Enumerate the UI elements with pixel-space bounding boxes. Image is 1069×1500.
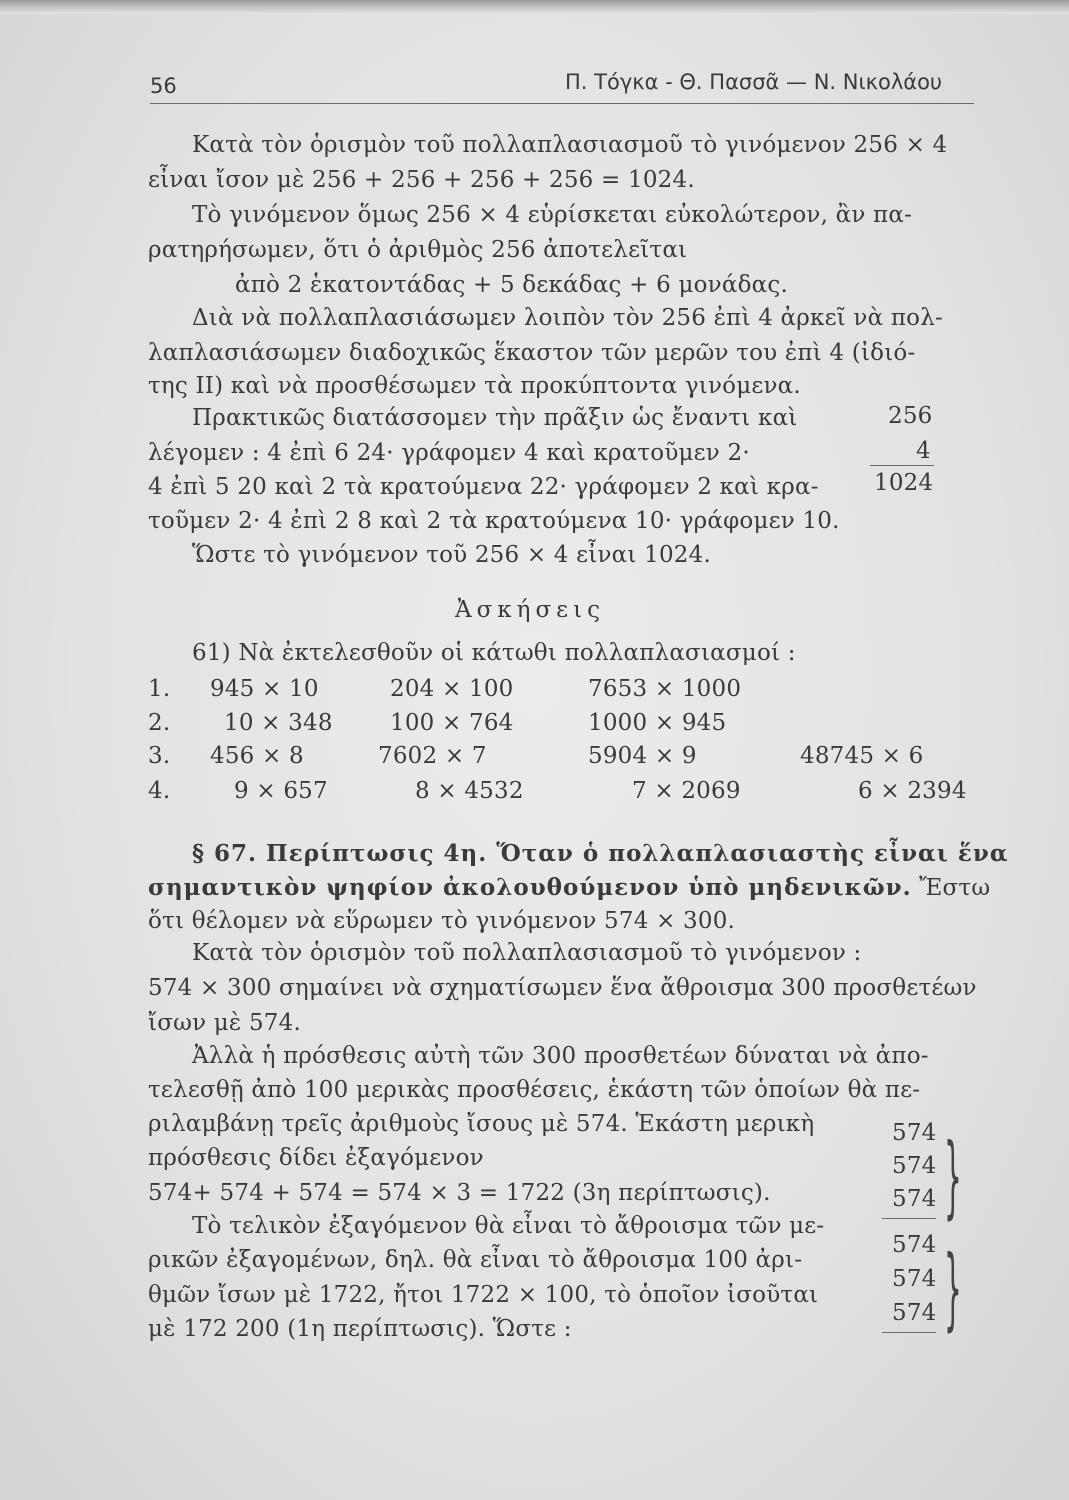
- text-line: θμῶν ἴσων μὲ 1722, ἤτοι 1722 × 100, τὸ ὁποῖον ἰσοῦται: [148, 1282, 819, 1308]
- page-number: 56: [150, 74, 177, 98]
- exercise-cell: 456 × 8: [210, 743, 304, 769]
- addend: 574: [892, 1153, 937, 1179]
- text-line: της ΙΙ) καὶ νὰ προσθέσωμεν τὰ προκύπτοντα γινόμενα.: [148, 373, 801, 399]
- text-line: ἴσων μὲ 574.: [148, 1010, 301, 1036]
- brace-icon: }: [944, 1124, 962, 1230]
- text-line: Ἀλλὰ ἡ πρόσθεσις αὐτὴ τῶν 300 προσθετέων δύναται νὰ ἀπο-: [192, 1043, 929, 1069]
- text-line: τοῦμεν 2· 4 ἐπὶ 2 8 καὶ 2 τὰ κρατούμενα 10· γράφομεν 10.: [148, 508, 840, 534]
- text-line: λέγομεν : 4 ἐπὶ 6 24· γράφομεν 4 καὶ κρατοῦμεν 2·: [148, 440, 750, 466]
- sum-rule: [882, 1218, 936, 1219]
- text-line: 574+ 574 + 574 = 574 × 3 = 1722 (3η περίπτωσις).: [148, 1180, 771, 1206]
- text-line: μὲ 172 200 (1η περίπτωσις). Ὥστε :: [148, 1316, 572, 1342]
- exercise-cell: 6 × 2394: [858, 778, 967, 804]
- exercise-cell: 9 × 657: [234, 778, 328, 804]
- exercise-cell: 1000 × 945: [588, 710, 727, 736]
- calc-result: 1024: [874, 470, 934, 496]
- exercise-cell: 7653 × 1000: [588, 676, 742, 702]
- addend: 574: [892, 1120, 937, 1146]
- exercise-cell: 7602 × 7: [378, 743, 487, 769]
- exercise-row-num: 4.: [148, 778, 171, 804]
- exercise-cell: 48745 × 6: [800, 743, 924, 769]
- addend: 574: [892, 1300, 937, 1326]
- section-heading-line2: [148, 874, 990, 901]
- text-line: ρατηρήσωμεν, ὅτι ὁ ἀριθμὸς 256 ἀποτελεῖται: [148, 237, 688, 263]
- section-heading-bold: § 67. Περίπτωσις 4η. Ὅταν ὁ πολλαπλασιαστὴς εἶναι ἕνα: [192, 840, 1009, 867]
- text-line: εἶναι ἴσον μὲ 256 + 256 + 256 + 256 = 1024.: [148, 167, 695, 193]
- text-line: Διὰ νὰ πολλαπλασιάσωμεν λοιπὸν τὸν 256 ἐπὶ 4 ἀρκεῖ νὰ πολ-: [192, 305, 943, 331]
- calc-multiplicand: 256: [888, 403, 933, 429]
- exercise-cell: 945 × 10: [210, 676, 319, 702]
- exercise-row-num: 3.: [148, 743, 171, 769]
- section-heading-tail: Ἔστω: [911, 875, 991, 901]
- text-line: λαπλασιάσωμεν διαδοχικῶς ἕκαστον τῶν μερῶν του ἐπὶ 4 (ἰδιό-: [148, 340, 916, 366]
- calc-rule: [870, 465, 934, 466]
- addend: 574: [892, 1186, 937, 1212]
- text-line: πρόσθεσις δίδει ἐξαγόμενον: [148, 1145, 484, 1171]
- exercise-intro: 61) Νὰ ἐκτελεσθοῦν οἱ κάτωθι πολλαπλασιασμοί :: [192, 640, 796, 666]
- exercise-cell: 100 × 764: [390, 710, 514, 736]
- section-heading: [192, 840, 1009, 867]
- exercise-row-num: 1.: [148, 676, 171, 702]
- section-heading-bold: σημαντικὸν ψηφίον ἀκολουθούμενον ὑπὸ μηδενικῶν.: [148, 874, 912, 901]
- text-line: Τὸ γινόμενον ὅμως 256 × 4 εὑρίσκεται εὐκολώτερον, ἂν πα-: [192, 202, 913, 228]
- exercise-cell: 10 × 348: [224, 710, 333, 736]
- sum-rule: [882, 1332, 936, 1333]
- running-header: Π. Τόγκα - Θ. Πασσᾶ — Ν. Νικολάου: [565, 70, 943, 94]
- text-line: Κατὰ τὸν ὁρισμὸν τοῦ πολλαπλασιασμοῦ τὸ γινόμενον :: [192, 940, 862, 966]
- exercise-cell: 7 × 2069: [632, 778, 741, 804]
- text-line: Ὥστε τὸ γινόμενον τοῦ 256 × 4 εἶναι 1024.: [192, 542, 711, 568]
- text-line: ρικῶν ἐξαγομένων, δηλ. θὰ εἶναι τὸ ἄθροισμα 100 ἀρι-: [148, 1247, 803, 1273]
- addend: 574: [892, 1232, 937, 1258]
- exercise-cell: 8 × 4532: [415, 778, 524, 804]
- text-line: ριλαμβάνῃ τρεῖς ἀριθμοὺς ἴσους μὲ 574. Ἑκάστη μερικὴ: [148, 1111, 815, 1137]
- text-line: Πρακτικῶς διατάσσομεν τὴν πρᾶξιν ὡς ἔναντι καὶ: [192, 405, 798, 431]
- text-line: Τὸ τελικὸν ἐξαγόμενον θὰ εἶναι τὸ ἄθροισμα τῶν με-: [192, 1213, 825, 1239]
- page-top-edge: [0, 0, 1069, 14]
- brace-icon: }: [944, 1236, 962, 1342]
- text-line: 574 × 300 σημαίνει νὰ σχηματίσωμεν ἕνα ἄθροισμα 300 προσθετέων: [148, 975, 977, 1001]
- addend: 574: [892, 1266, 937, 1292]
- exercise-cell: 5904 × 9: [588, 743, 697, 769]
- text-line: τελεσθῇ ἀπὸ 100 μερικὰς προσθέσεις, ἑκάστη τῶν ὁποίων θὰ πε-: [148, 1077, 921, 1103]
- text-line: Κατὰ τὸν ὁρισμὸν τοῦ πολλαπλασιασμοῦ τὸ γινόμενον 256 × 4: [192, 132, 948, 158]
- text-line: ὅτι θέλομεν νὰ εὕρωμεν τὸ γινόμενον 574 × 300.: [148, 908, 736, 934]
- text-line: ἀπὸ 2 ἑκατοντάδας + 5 δεκάδας + 6 μονάδας.: [235, 272, 788, 298]
- exercise-cell: 204 × 100: [390, 676, 514, 702]
- calc-multiplier: 4: [916, 438, 931, 464]
- text-line: 4 ἐπὶ 5 20 καὶ 2 τὰ κρατούμενα 22· γράφομεν 2 καὶ κρα-: [148, 474, 819, 500]
- header-rule: [150, 103, 974, 104]
- section-title: Ἀσκήσεις: [455, 597, 605, 623]
- exercise-row-num: 2.: [148, 710, 171, 736]
